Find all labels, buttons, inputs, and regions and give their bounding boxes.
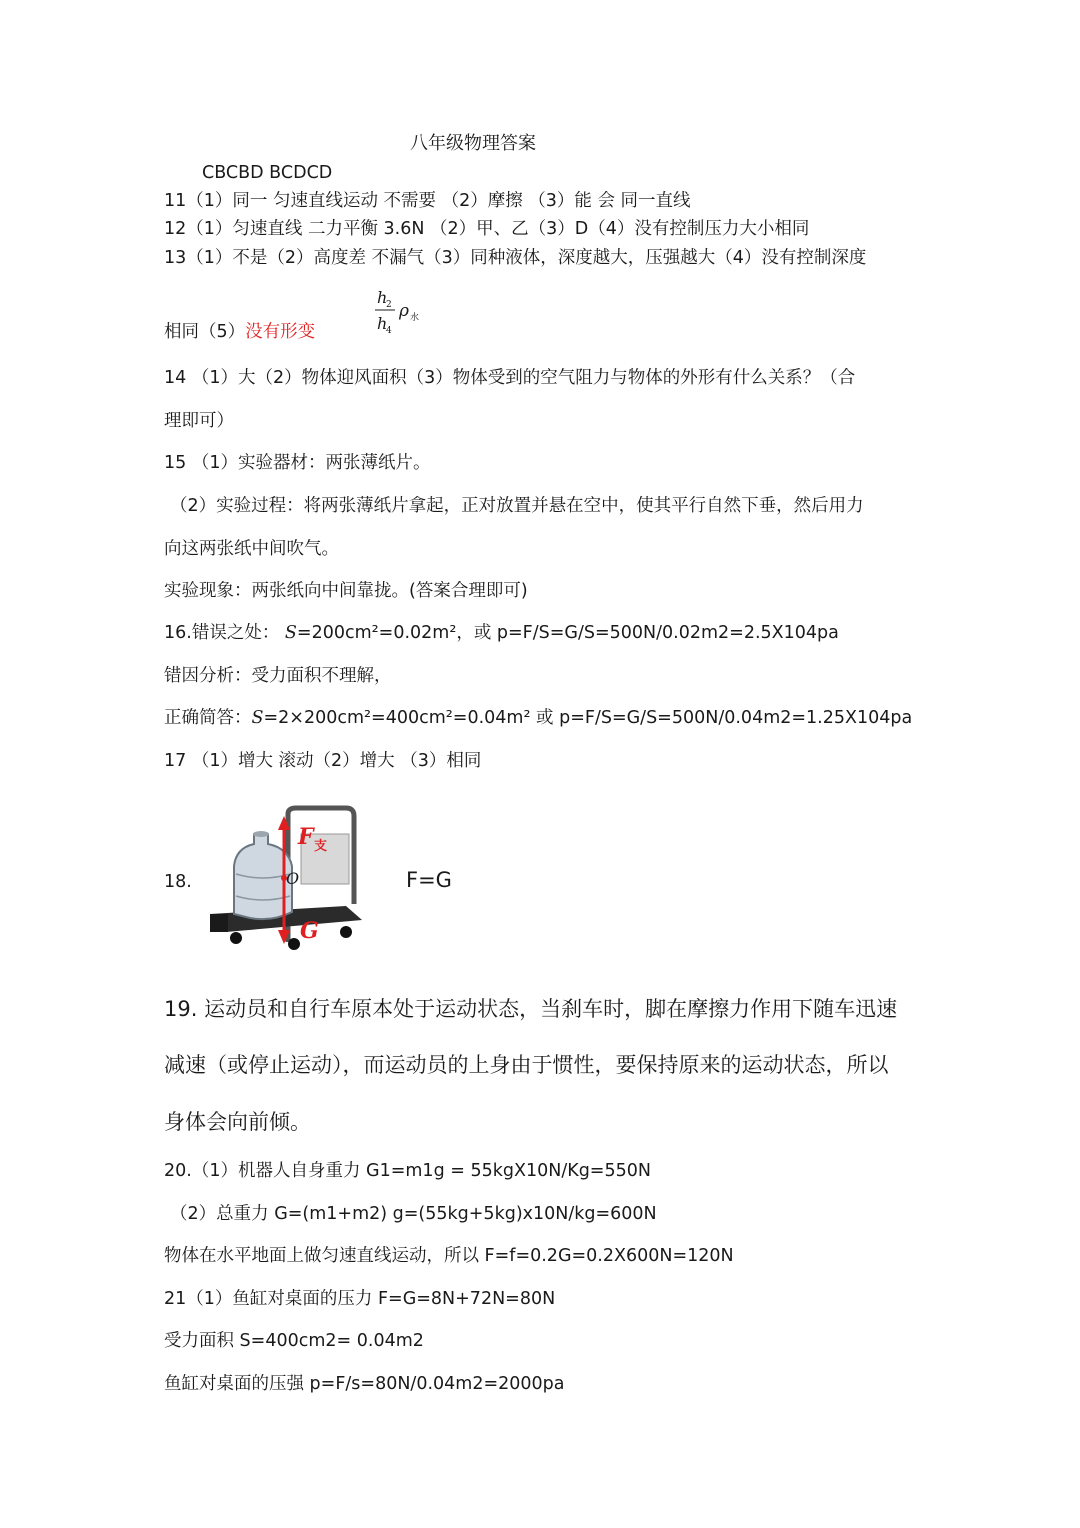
q19-answer-line1: 19. 运动员和自行车原本处于运动状态，当刹车时，脚在摩擦力作用下随车迅速 bbox=[164, 997, 898, 1021]
q15-answer-line2: （2）实验过程：将两张薄纸片拿起，正对放置并悬在空中，使其平行自然下垂，然后用力 bbox=[170, 496, 864, 516]
q13-prefix: 相同（5） bbox=[164, 322, 246, 342]
label-f-sub: 支 bbox=[314, 839, 328, 854]
q17-answer: 17 （1）增大 滚动（2）增大 （3）相同 bbox=[164, 751, 482, 771]
label-o: O bbox=[286, 869, 300, 888]
q20-answer-line1: 20.（1）机器人自身重力 G1=m1g = 55kgX10N/Kg=550N bbox=[164, 1161, 651, 1181]
doc-title: 八年级物理答案 bbox=[410, 133, 536, 154]
formula-denominator: h bbox=[377, 314, 388, 333]
label-g: G bbox=[300, 918, 319, 944]
q21-answer-line1: 21（1）鱼缸对桌面的压力 F=G=8N+72N=80N bbox=[164, 1289, 556, 1309]
formula-denominator-sub: 4 bbox=[386, 326, 392, 336]
cart-platform-edge bbox=[210, 914, 228, 932]
q15-answer-line4: 实验现象：两张纸向中间靠拢。(答案合理即可) bbox=[164, 581, 528, 601]
q16-correct-rest: =2×200cm²=400cm²=0.04m² 或 p=F/S=G/S=500N/0.04m2=1.25X104pa bbox=[263, 708, 913, 728]
q16-answer-line1 bbox=[164, 621, 839, 645]
mc-answers: CBCBD BCDCD bbox=[202, 163, 333, 183]
formula-rho-sub: 水 bbox=[410, 313, 420, 323]
q12-answer: 12（1）匀速直线 二力平衡 3.6N （2）甲、乙（3）D（4）没有控制压力大小相同 bbox=[164, 219, 810, 239]
q19-answer-line2: 减速（或停止运动），而运动员的上身由于惯性，要保持原来的运动状态，所以 bbox=[164, 1053, 889, 1077]
q21-answer-line2: 受力面积 S=400cm2= 0.04m2 bbox=[164, 1331, 424, 1351]
q15-answer-line1: 15 （1）实验器材：两张薄纸片。 bbox=[164, 453, 431, 473]
q19-answer-line3: 身体会向前倾。 bbox=[164, 1110, 311, 1134]
q13-answer-line1: 13（1）不是（2）高度差 不漏气（3）同种液体，深度越大，压强越大（4）没有控制深度 bbox=[164, 248, 867, 268]
cart-wheel-back bbox=[340, 926, 352, 938]
q13-formula bbox=[373, 283, 433, 343]
formula-rho: ρ bbox=[399, 301, 409, 321]
q20-answer-line3: 物体在水平地面上做匀速直线运动，所以 F=f=0.2G=0.2X600N=120N bbox=[164, 1246, 734, 1266]
q13-answer-line2 bbox=[164, 320, 315, 344]
q14-answer-line1: 14 （1）大（2）物体迎风面积（3）物体受到的空气阻力与物体的外形有什么关系？（合 bbox=[164, 368, 856, 388]
q16-rest: =200cm²=0.02m²，或 p=F/S=G/S=500N/0.02m2=2.5X104pa bbox=[296, 623, 839, 643]
label-f: F bbox=[298, 824, 314, 850]
q16-answer-line2: 错因分析：受力面积不理解， bbox=[164, 666, 392, 686]
formula-numerator-sub: 2 bbox=[386, 300, 392, 310]
cart-wheel-front-left bbox=[230, 932, 242, 944]
q16-correct-prefix: 正确简答： bbox=[164, 708, 252, 728]
q20-answer-line2: （2）总重力 G=(m1+m2) g=(55kg+5kg)x10N/kg=600N bbox=[170, 1204, 657, 1224]
cart-wheel-front-right bbox=[288, 938, 300, 950]
q16-prefix: 16.错误之处： bbox=[164, 623, 285, 643]
q13-red-answer: 没有形变 bbox=[245, 322, 316, 342]
q16-symbol-s: S bbox=[284, 623, 297, 643]
q11-answer: 11（1）同一 匀速直线运动 不需要 （2）摩擦 （3）能 会 同一直线 bbox=[164, 191, 691, 211]
q18-answer: F=G bbox=[406, 868, 452, 892]
formula-numerator: h bbox=[377, 288, 388, 307]
q18-label: 18. bbox=[164, 872, 192, 892]
q14-answer-line2: 理即可） bbox=[164, 411, 234, 431]
q18-cart-figure bbox=[206, 804, 366, 954]
q21-answer-line3: 鱼缸对桌面的压强 p=F/s=80N/0.04m2=2000pa bbox=[164, 1374, 565, 1394]
q16-correct-symbol-s: S bbox=[251, 708, 264, 728]
q15-answer-line3: 向这两张纸中间吹气。 bbox=[164, 539, 339, 559]
q16-answer-line3 bbox=[164, 706, 912, 730]
bottle-neck bbox=[253, 831, 269, 837]
